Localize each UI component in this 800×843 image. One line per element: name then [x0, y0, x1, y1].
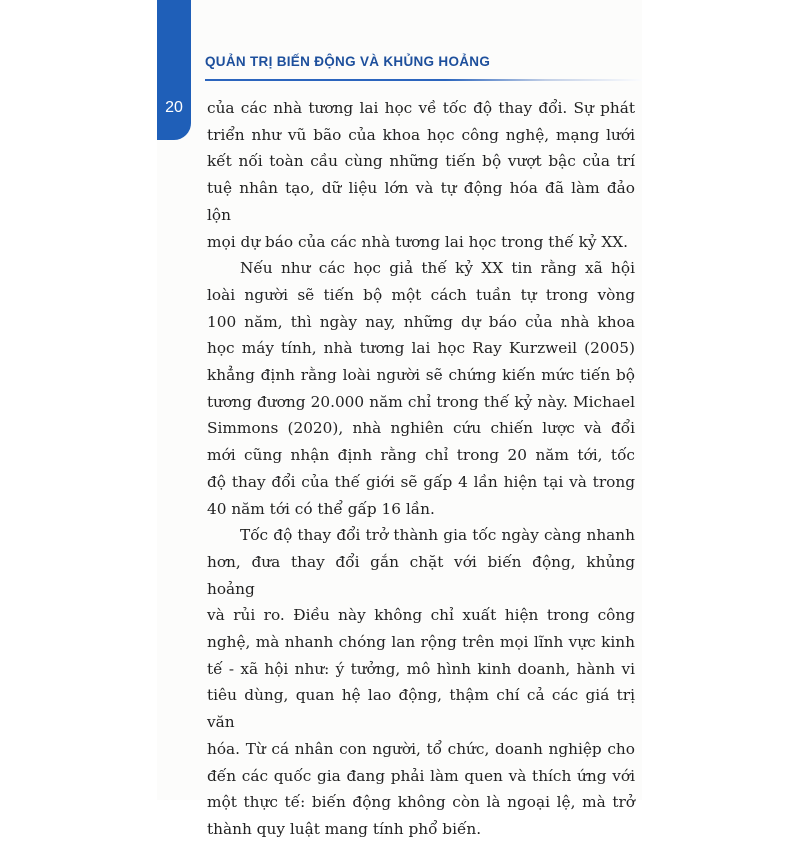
text-line: tế - xã hội như: ý tưởng, mô hình kinh doanh, hành vi — [207, 659, 635, 678]
text-line: thành quy luật mang tính phổ biến. — [207, 819, 482, 838]
header-rule — [205, 79, 642, 81]
text-line: loài người sẽ tiến bộ một cách tuần tự trong vòng — [207, 285, 635, 304]
text-line: 100 năm, thì ngày nay, những dự báo của nhà khoa — [207, 312, 635, 331]
text-line: của các nhà tương lai học về tốc độ thay đổi. Sự phát — [207, 99, 635, 117]
text-line: khẳng định rằng loài người sẽ chứng kiến mức tiến bộ — [207, 366, 635, 385]
paragraph-2 — [207, 255, 635, 522]
text-line: mới cũng nhận định rằng chỉ trong 20 năm tới, tốc — [207, 446, 635, 465]
text-line: mọi dự báo của các nhà tương lai học trong thế kỷ XX. — [207, 232, 629, 251]
text-line: hóa. Từ cá nhân con người, tổ chức, doanh nghiệp cho — [207, 739, 635, 758]
text-line: kết nối toàn cầu cùng những tiến bộ vượt bậc của trí — [207, 152, 635, 171]
running-title: QUẢN TRỊ BIẾN ĐỘNG VÀ KHỦNG HOẢNG — [205, 54, 491, 69]
text-line: và rủi ro. Điều này không chỉ xuất hiện trong công — [207, 606, 635, 625]
body-text — [207, 95, 635, 843]
text-line: một thực tế: biến động không còn là ngoại lệ, mà trở — [207, 793, 635, 812]
text-line: hơn, đưa thay đổi gắn chặt với biến động, khủng hoảng — [207, 552, 635, 598]
text-line: 40 năm tới có thể gấp 16 lần. — [207, 499, 435, 518]
page-number: 20 — [165, 99, 183, 116]
paragraph-1 — [207, 95, 635, 255]
text-line: nghệ, mà nhanh chóng lan rộng trên mọi lĩnh vực kinh — [207, 633, 635, 652]
text-line: độ thay đổi của thế giới sẽ gấp 4 lần hiện tại và trong — [207, 472, 635, 491]
page-number-tab — [157, 0, 191, 140]
text-line: học máy tính, nhà tương lai học Ray Kurzweil (2005) — [207, 339, 635, 358]
text-line: tiêu dùng, quan hệ lao động, thậm chí cả các giá trị văn — [207, 686, 635, 732]
text-line: tuệ nhân tạo, dữ liệu lớn và tự động hóa đã làm đảo lộn — [207, 179, 635, 224]
text-line: Nếu như các học giả thế kỷ XX tin rằng xã hội — [240, 259, 635, 278]
text-line: Tốc độ thay đổi trở thành gia tốc ngày càng nhanh — [240, 526, 635, 545]
text-line: đến các quốc gia đang phải làm quen và thích ứng với — [207, 766, 635, 785]
text-line: Simmons (2020), nhà nghiên cứu chiến lược và đổi — [207, 419, 635, 438]
text-line: tương đương 20.000 năm chỉ trong thế kỷ này. Michael — [207, 392, 635, 411]
paragraph-3 — [207, 522, 635, 842]
text-line: triển như vũ bão của khoa học công nghệ, mạng lưới — [207, 125, 635, 144]
